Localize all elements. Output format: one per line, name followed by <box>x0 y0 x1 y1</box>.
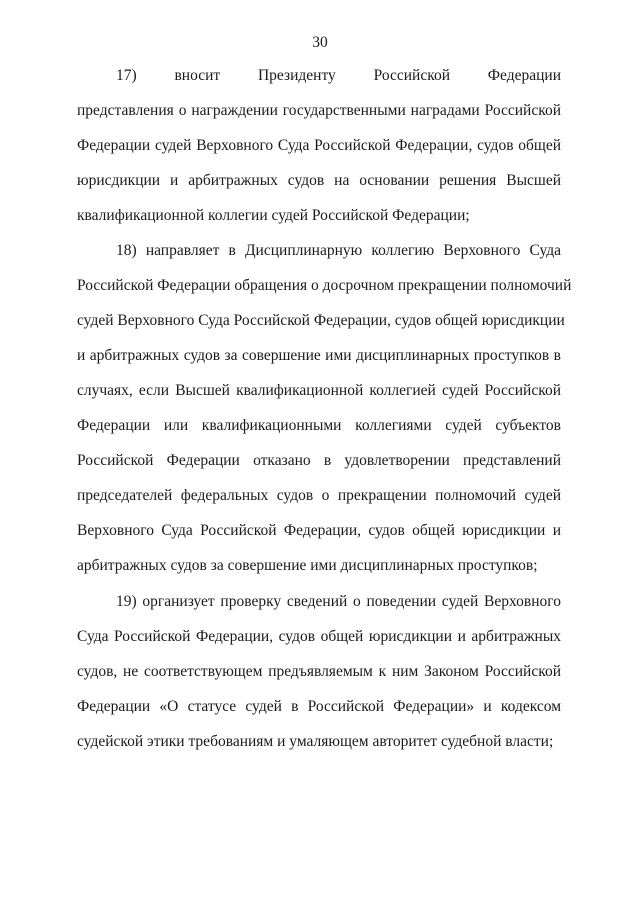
text-line: 17) вносит Президенту Российской Федерации <box>116 67 561 84</box>
text-line: случаях, если Высшей квалификационной коллегией судей Российской <box>77 382 561 399</box>
text-line: председателей федеральных судов о прекращении полномочий судей <box>77 487 561 504</box>
text-line: и арбитражных судов за совершение ими дисциплинарных проступков в <box>77 347 561 364</box>
text-line: представления о награждении государственными наградами Российской <box>77 102 561 119</box>
text-line: арбитражных судов за совершение ими дисциплинарных проступков; <box>77 557 538 574</box>
text-line: 18) направляет в Дисциплинарную коллегию Верховного Суда <box>116 242 561 259</box>
text-line: Российской Федерации обращения о досрочном прекращении полномочий <box>77 277 572 294</box>
text-line: Федерации судей Верховного Суда Российской Федерации, судов общей <box>77 137 561 154</box>
text-line: судей Верховного Суда Российской Федерации, судов общей юрисдикции <box>77 312 565 329</box>
text-line: 19) организует проверку сведений о поведении судей Верховного <box>116 593 561 610</box>
text-line: Федерации или квалификационными коллегиями судей субъектов <box>77 417 561 434</box>
text-line: квалификационной коллегии судей Российской Федерации; <box>77 207 470 224</box>
page-number: 30 <box>312 34 328 51</box>
text-line: судов, не соответствующем предъявляемым к ним Законом Российской <box>77 663 561 680</box>
text-line: Федерации «О статусе судей в Российской Федерации» и кодексом <box>77 698 561 715</box>
text-line: Суда Российской Федерации, судов общей юрисдикции и арбитражных <box>77 628 561 645</box>
text-line: Российской Федерации отказано в удовлетворении представлений <box>77 452 561 469</box>
text-line: судейской этики требованиям и умаляющем авторитет судебной власти; <box>77 733 554 750</box>
text-line: юрисдикции и арбитражных судов на основании решения Высшей <box>77 172 561 189</box>
text-line: Верховного Суда Российской Федерации, судов общей юрисдикции и <box>77 522 561 539</box>
